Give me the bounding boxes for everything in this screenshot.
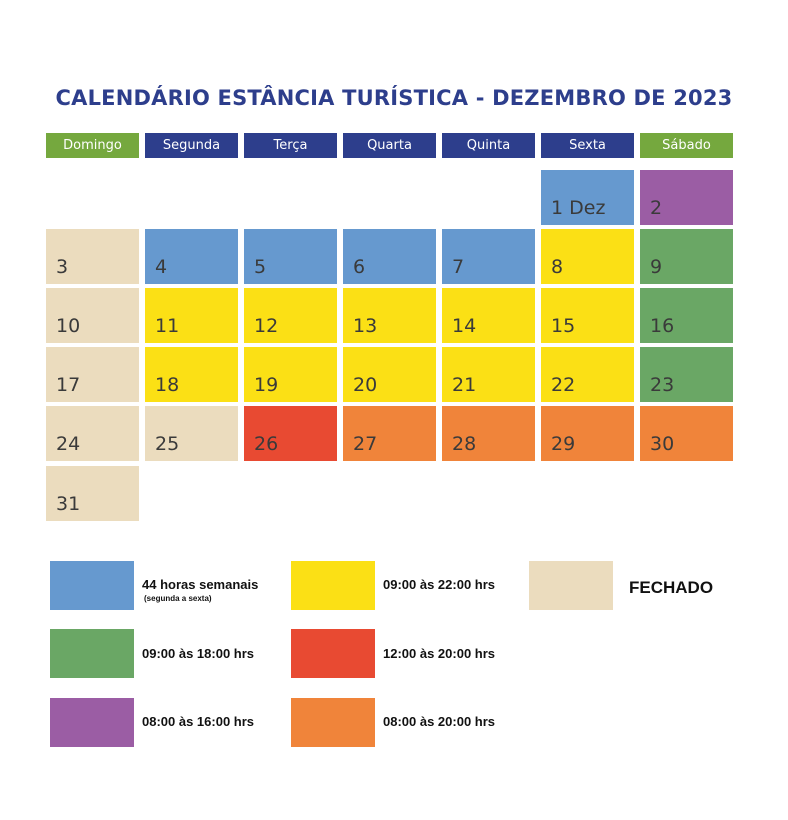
day-cell (46, 406, 139, 461)
day-number: 7 (452, 256, 465, 278)
weekday-header-segunda: Segunda (145, 133, 238, 158)
day-cell (46, 229, 139, 284)
legend-swatch-blue (50, 561, 134, 610)
day-number: 21 (452, 374, 477, 396)
legend-swatch-beige (529, 561, 613, 610)
weekday-header-sexta: Sexta (541, 133, 634, 158)
legend-label: 09:00 às 22:00 hrs (383, 577, 496, 592)
day-cell (541, 288, 634, 343)
day-number: 29 (551, 433, 576, 455)
day-cell (442, 229, 535, 284)
day-cell (442, 347, 535, 402)
day-number: 24 (56, 433, 81, 455)
day-number: 22 (551, 374, 576, 396)
day-number: 3 (56, 256, 69, 278)
day-number: 27 (353, 433, 378, 455)
day-number: 10 (56, 315, 81, 337)
day-cell (244, 347, 337, 402)
day-number: 8 (551, 256, 564, 278)
day-number: 1 Dez (551, 197, 606, 219)
day-cell (541, 347, 634, 402)
day-number: 6 (353, 256, 366, 278)
weekday-header-domingo: Domingo (46, 133, 139, 158)
weekday-header-quinta: Quinta (442, 133, 535, 158)
legend-label: FECHADO (629, 578, 714, 597)
day-number: 31 (56, 493, 81, 515)
day-cell (541, 406, 634, 461)
day-cell (541, 229, 634, 284)
day-cell (343, 347, 436, 402)
day-number: 30 (650, 433, 675, 455)
day-number: 13 (353, 315, 378, 337)
page-title: CALENDÁRIO ESTÂNCIA TURÍSTICA - DEZEMBRO DE 2023 (55, 86, 733, 110)
legend-label: 08:00 às 16:00 hrs (142, 714, 255, 729)
day-cell (46, 466, 139, 521)
day-number: 18 (155, 374, 180, 396)
legend-label: 12:00 às 20:00 hrs (383, 646, 496, 661)
day-number: 14 (452, 315, 477, 337)
day-cell (640, 170, 733, 225)
day-cell (541, 170, 634, 225)
day-cell (640, 347, 733, 402)
day-number: 4 (155, 256, 168, 278)
day-cell (46, 347, 139, 402)
legend-label: 09:00 às 18:00 hrs (142, 646, 255, 661)
day-number: 12 (254, 315, 279, 337)
day-cell (244, 288, 337, 343)
day-cell (244, 406, 337, 461)
day-number: 20 (353, 374, 378, 396)
day-cell (442, 288, 535, 343)
day-cell (343, 406, 436, 461)
day-cell (442, 406, 535, 461)
weekday-header-sabado: Sábado (640, 133, 733, 158)
legend-swatch-green (50, 629, 134, 678)
day-number: 23 (650, 374, 675, 396)
day-cell (145, 347, 238, 402)
legend-label: 08:00 às 20:00 hrs (383, 714, 496, 729)
legend-swatch-red (291, 629, 375, 678)
day-number: 26 (254, 433, 279, 455)
legend-swatch-purple (50, 698, 134, 747)
day-number: 28 (452, 433, 477, 455)
day-number: 2 (650, 197, 663, 219)
legend-swatch-orange (291, 698, 375, 747)
legend-swatch-yellow (291, 561, 375, 610)
day-cell (640, 406, 733, 461)
day-cell (640, 229, 733, 284)
day-number: 16 (650, 315, 675, 337)
day-number: 17 (56, 374, 81, 396)
day-number: 15 (551, 315, 576, 337)
day-cell (145, 229, 238, 284)
day-cell (145, 406, 238, 461)
day-cell (343, 229, 436, 284)
day-cell (145, 288, 238, 343)
day-number: 5 (254, 256, 267, 278)
day-cell (343, 288, 436, 343)
weekday-header-quarta: Quarta (343, 133, 436, 158)
day-number: 11 (155, 315, 180, 337)
day-cell (46, 288, 139, 343)
day-number: 25 (155, 433, 180, 455)
legend-label: 44 horas semanais (142, 577, 259, 592)
day-number: 19 (254, 374, 279, 396)
weekday-header-terca: Terça (244, 133, 337, 158)
legend-sublabel: (segunda a sexta) (144, 594, 212, 603)
day-cell (244, 229, 337, 284)
day-cell (640, 288, 733, 343)
day-number: 9 (650, 256, 663, 278)
